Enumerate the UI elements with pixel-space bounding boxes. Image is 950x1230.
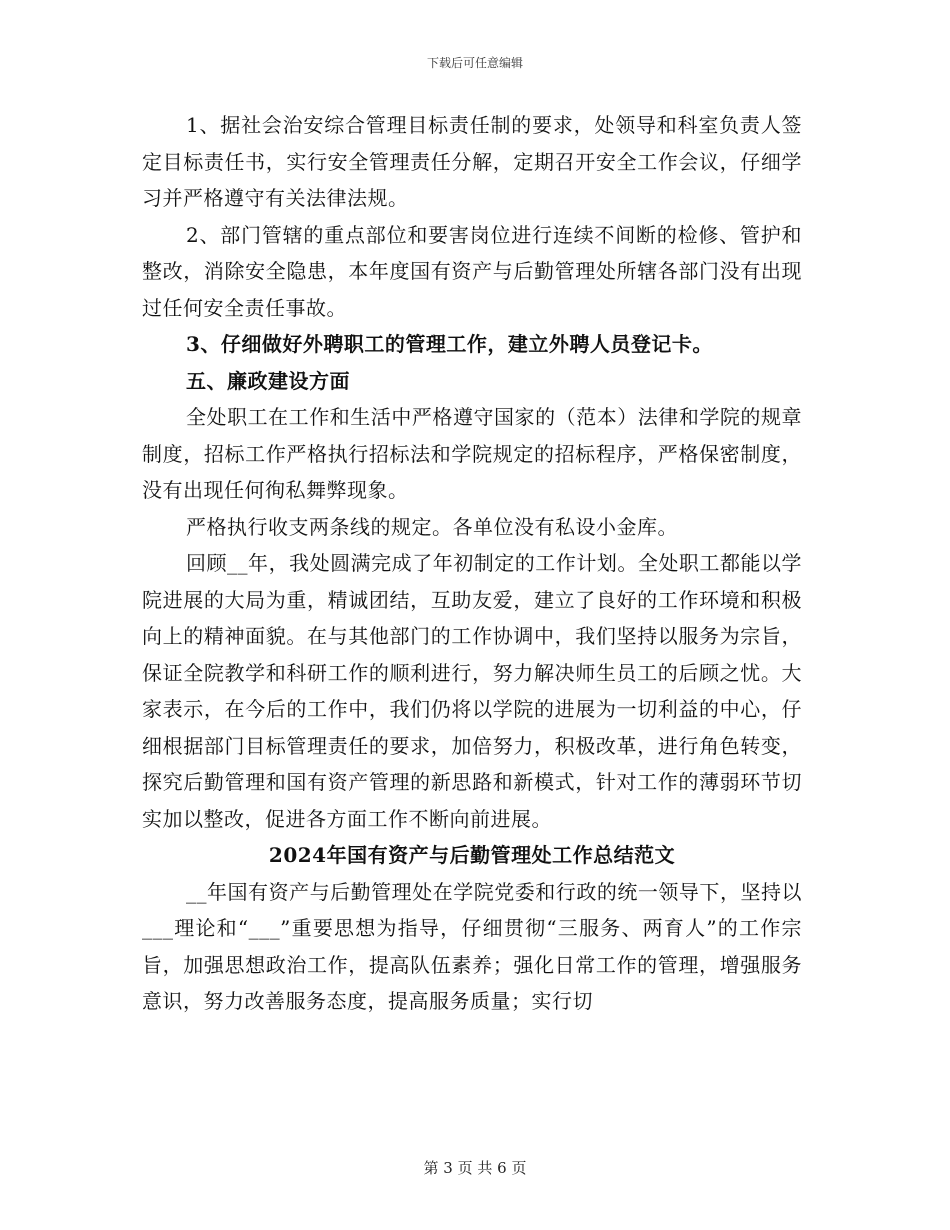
paragraph-key-positions: 2、部门管辖的重点部位和要害岗位进行连续不间断的检修、管护和整改，消除安全隐患，本年度国有资产与后勤管理处所辖各部门没有出现过任何安全责任事故。: [142, 222, 802, 320]
paragraph-external-staff: 3、仔细做好外聘职工的管理工作，建立外聘人员登记卡。: [186, 332, 713, 356]
page-header: 下载后可任意编辑: [426, 56, 523, 70]
document-title: 2024年国有资产与后勤管理处工作总结范文: [268, 843, 676, 867]
page-number: 第 3 页 共 6 页: [423, 1159, 527, 1177]
section-heading-integrity: 五、廉政建设方面: [186, 368, 350, 393]
document-body: [142, 107, 802, 1020]
paragraph-review: 回顾__年，我处圆满完成了年初制定的工作计划。全处职工都能以学院进展的大局为重，精诚团结，互助友爱，建立了良好的工作环境和积极向上的精神面貌。在与其他部门的工作协调中，我们坚持以服务为宗旨，保证全院教学和科研工作的顺利进行，努力解决师生员工的后顾之忧。大家表示，在今后的工作中，我们仍将以学院的进展为一切利益的中心，仔细根据部门目标管理责任的要求，加倍努力，积极改革，进行角色转变，探究后勤管理和国有资产管理的新思路和新模式，针对工作的薄弱环节切实加以整改，促进各方面工作不断向前进展。: [142, 551, 802, 831]
paragraph-integrity-rules: 全处职工在工作和生活中严格遵守国家的（范本）法律和学院的规章制度，招标工作严格执行招标法和学院规定的招标程序，严格保密制度，没有出现任何徇私舞弊现象。: [142, 405, 802, 502]
paragraph-income-expense: 严格执行收支两条线的规定。各单位没有私设小金库。: [186, 514, 678, 539]
paragraph-summary-intro: __年国有资产与后勤管理处在学院党委和行政的统一领导下，坚持以___理论和“___”重要思想为指导，仔细贯彻“三服务、两育人”的工作宗旨，加强思想政治工作，提高队伍素养；强化日常工作的管理，增强服务意识，努力改善服务态度，提高服务质量；实行切: [142, 879, 802, 1013]
paragraph-safety-responsibility: 1、据社会治安综合管理目标责任制的要求，处领导和科室负责人签定目标责任书，实行安全管理责任分解，定期召开安全工作会议，仔细学习并严格遵守有关法律法规。: [142, 113, 802, 210]
